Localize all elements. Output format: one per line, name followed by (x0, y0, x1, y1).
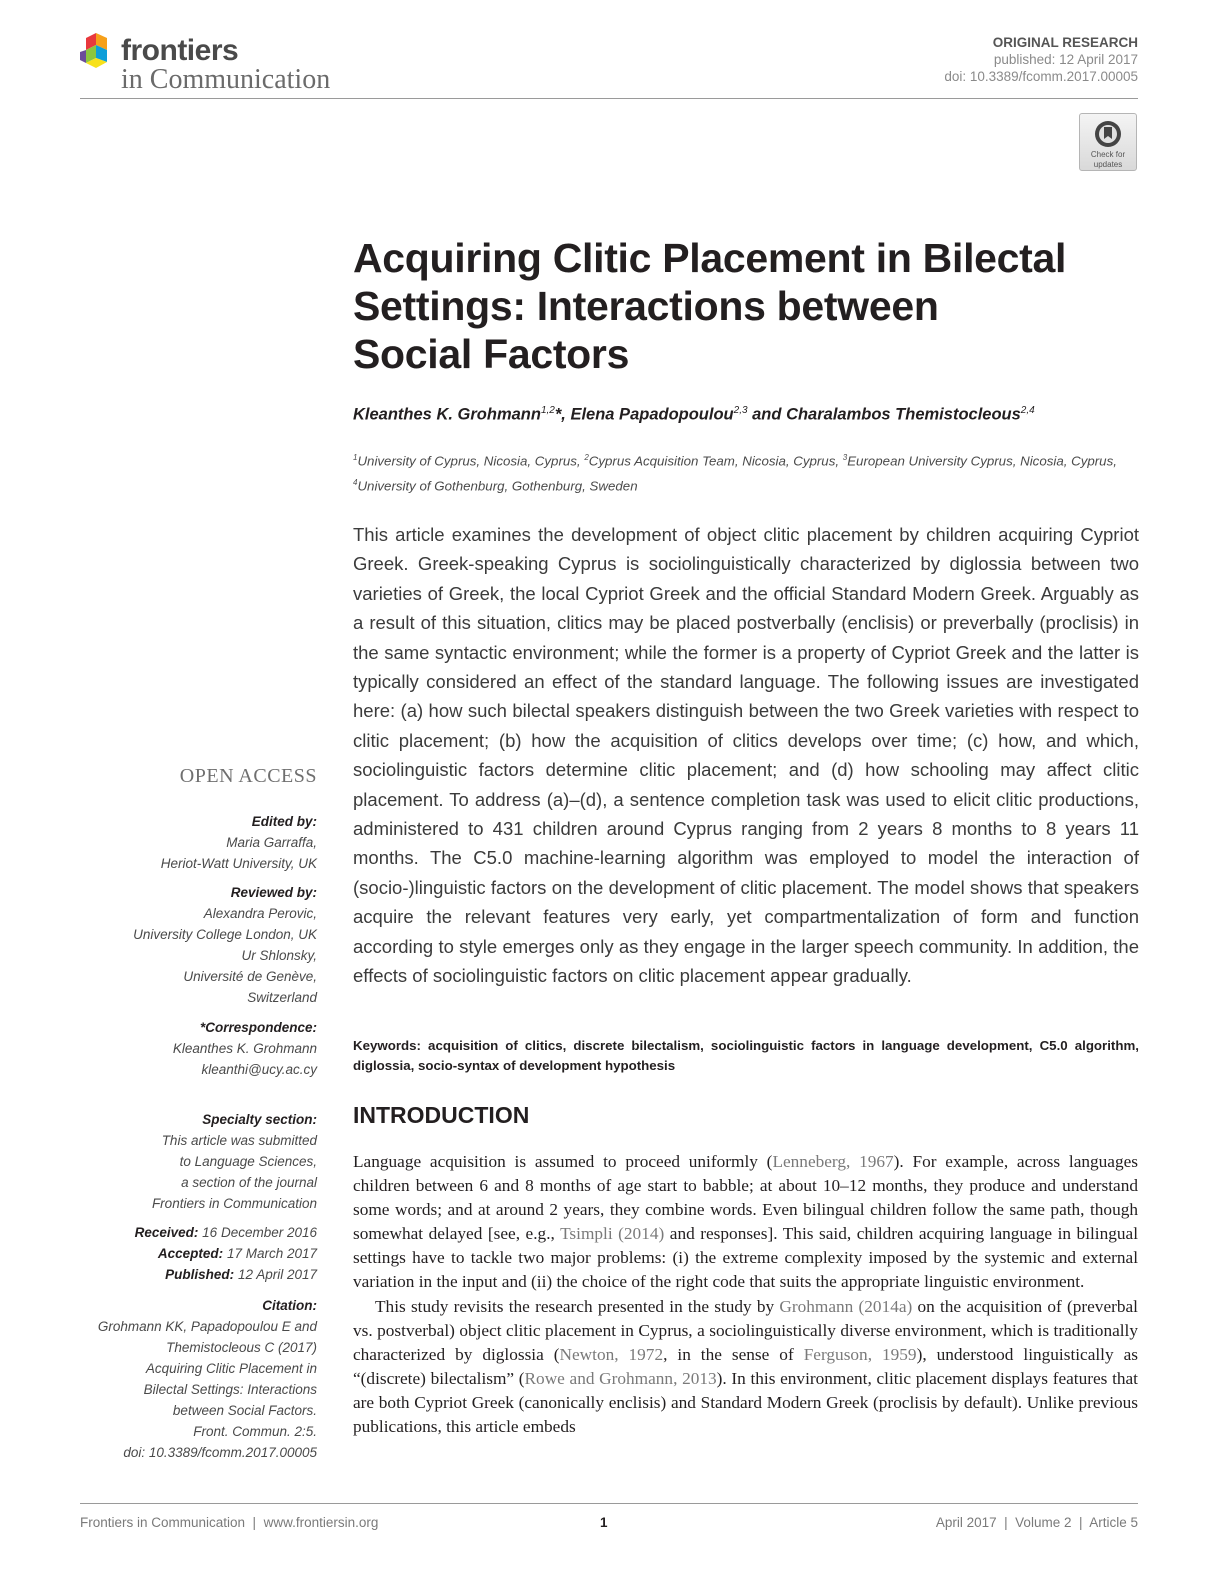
title-line: Social Factors (353, 331, 630, 377)
body-text: on the acquisition of (preverbal vs. postverbal) object clitic placement in Cyprus, a sociolinguistically diverse environment, which is traditionally characterized by diglossia ( (353, 1296, 1138, 1364)
affil-sup: 2 (584, 453, 589, 462)
side-line: Acquiring Clitic Placement in (145, 1361, 317, 1376)
citation-link[interactable]: Rowe and Grohmann, 2013 (524, 1368, 717, 1388)
correspondence-label: *Correspondence: (199, 1020, 317, 1035)
header-divider (80, 98, 1138, 99)
citation-link[interactable]: Grohmann (2014a) (779, 1296, 913, 1316)
side-line: Bilectal Settings: Interactions (143, 1382, 317, 1397)
keywords: Keywords: acquisition of clitics, discrete bilectalism, sociolinguistic factors in language development, C5.0 algorithm, diglossia, socio-syntax of development hypothesis (353, 1038, 1139, 1073)
citation-link[interactable]: Lenneberg, 1967 (772, 1152, 894, 1171)
accepted-line (135, 1243, 317, 1264)
author-sup: 2,4 (1020, 405, 1035, 416)
title-line: Acquiring Clitic Placement in Bilectal (353, 235, 1067, 281)
logo-brand: frontiers (121, 34, 239, 67)
side-line: Alexandra Perovic, (203, 906, 317, 921)
side-line: Grohmann KK, Papadopoulou E and (97, 1319, 317, 1334)
body-text: , in the sense of (663, 1344, 804, 1364)
open-access-label: OPEN ACCESS (179, 765, 317, 787)
bookmark-circle-icon (1093, 119, 1123, 149)
side-line: Heriot-Watt University, UK (160, 856, 317, 871)
body-text: ). In this environment, clitic placement displays features that are both Cypriot Greek (canonically enclisis) and Standard Modern Greek (proclisis by default). Unlike previous publications, this article embeds (353, 1368, 1138, 1437)
received-date: 16 December 2016 (202, 1225, 317, 1240)
author-sep: *, (554, 405, 571, 424)
specialty-block (57, 1109, 317, 1214)
author-sep: and (747, 405, 787, 424)
footer-issue: April 2017 | Volume 2 | Article 5 (935, 1515, 1138, 1530)
side-line: between Social Factors. (172, 1403, 317, 1418)
side-line: Frontiers in Communication (151, 1196, 317, 1211)
side-line: This article was submitted (161, 1133, 317, 1148)
citation-link[interactable]: Ferguson, 1959 (803, 1344, 917, 1364)
body-text: and responses]. This said, children acquiring language in bilingual settings have to tackle two major problems: (i) the extreme complexity imposed by the systemic and external variation in the input and (ii) the choice of the right code that suits the appropriate linguistic environment. (353, 1224, 1138, 1292)
affil-sup: 1 (353, 453, 358, 462)
author-name[interactable]: Kleanthes K. Grohmann (353, 405, 541, 424)
body-text: Language acquisition is assumed to proceed uniformly ( (353, 1152, 773, 1171)
citation-link[interactable]: Newton, 1972 (559, 1344, 664, 1364)
author-name[interactable]: Elena Papadopoulou (570, 405, 734, 424)
affil-text: University of Gothenburg, Gothenburg, Sweden (357, 478, 638, 494)
author-sup: 1,2 (540, 405, 555, 416)
edited-label: Edited by: (251, 814, 317, 829)
reviewed-by-block (57, 882, 317, 1008)
citation-doi[interactable]: doi: 10.3389/fcomm.2017.00005 (123, 1445, 317, 1460)
reviewed-label: Reviewed by: (230, 885, 317, 900)
accepted-label: Accepted: (157, 1246, 224, 1261)
paragraph (353, 1295, 1138, 1440)
citation-link[interactable]: Tsimpli (2014) (560, 1224, 665, 1244)
side-line: Ur Shlonsky, (241, 948, 317, 963)
side-line: University College London, UK (133, 927, 317, 942)
dates-block (135, 1222, 317, 1285)
side-line: Themistocleous C (2017) (166, 1340, 317, 1355)
affil-sup: 3 (842, 453, 848, 462)
side-line: Kleanthes K. Grohmann (172, 1041, 317, 1056)
body-text: ), understood linguistically as “(discrete) bilectalism” ( (353, 1344, 1138, 1388)
affil-sup: 4 (353, 478, 358, 488)
citation-label: Citation: (262, 1298, 317, 1313)
footer-divider (80, 1503, 1138, 1504)
footer-journal: Frontiers in Communication | www.frontiersin.org (80, 1515, 379, 1530)
article-type: ORIGINAL RESEARCH (992, 35, 1138, 50)
side-line: to Language Sciences, (179, 1154, 317, 1169)
section-heading-introduction: INTRODUCTION (353, 1102, 530, 1128)
page-number: 1 (600, 1515, 608, 1530)
author-list (353, 405, 1143, 425)
affiliations (353, 447, 1143, 498)
article-doi[interactable]: doi: 10.3389/fcomm.2017.00005 (944, 69, 1138, 84)
author-sup: 2,3 (733, 405, 748, 416)
edited-by-block (57, 811, 317, 874)
published-label: Published: (165, 1267, 235, 1282)
side-line: Front. Commun. 2:5. (193, 1424, 317, 1439)
title-line: Settings: Interactions between (353, 283, 939, 329)
body-text: ). For example, across languages children between 6 and 8 months of age start to babble; at about 10–12 months, they produce and understand some words; and at around 2 years, they combine words. Even bilingual children follow the same path, though somewhat delayed [see, e.g., (353, 1152, 1138, 1244)
body-text: This study revisits the research presented in the study by (375, 1296, 780, 1316)
article-title (353, 234, 1153, 378)
check-label-2: updates (1093, 160, 1123, 169)
check-for-updates-button[interactable] (1079, 113, 1137, 171)
received-line (135, 1222, 317, 1243)
affil-text: University of Cyprus, Nicosia, Cyprus, (357, 453, 585, 469)
side-line: Maria Garraffa, (226, 835, 317, 850)
side-line: Switzerland (247, 990, 317, 1005)
logo-journal: in Communication (121, 64, 331, 95)
paragraph (353, 1150, 1138, 1295)
affil-text: Cyprus Acquisition Team, Nicosia, Cyprus, (588, 453, 843, 469)
correspondence-email[interactable]: kleanthi@ucy.ac.cy (201, 1062, 317, 1077)
correspondence-block (57, 1017, 317, 1080)
published-line (135, 1264, 317, 1285)
check-label-1: Check for (1090, 150, 1126, 159)
published-side-date: 12 April 2017 (237, 1267, 317, 1282)
article-meta (944, 34, 1138, 85)
affil-text: European University Cyprus, Nicosia, Cyprus, (847, 453, 1117, 469)
side-line: Université de Genève, (183, 969, 317, 984)
introduction-body (353, 1150, 1138, 1439)
specialty-label: Specialty section: (202, 1112, 317, 1127)
citation-block (57, 1295, 317, 1463)
received-label: Received: (134, 1225, 199, 1240)
frontiers-logo-icon (80, 28, 120, 72)
author-name[interactable]: Charalambos Themistocleous (786, 405, 1021, 424)
accepted-date: 17 March 2017 (226, 1246, 317, 1261)
abstract: This article examines the development of object clitic placement by children acquiring Cypriot Greek. Greek-speaking Cyprus is sociolinguistically characterized by diglossia between two varieties of Greek, the local Cypriot Greek and the official Standard Modern Greek. Arguably as a result of this situation, clitics may be placed postverbally (enclisis) or preverbally (proclisis) in the same syntactic environment; while the former is a property of Cypriot Greek and the latter is typically considered an effect of the standard language. The following issues are investigated here: (a) how such bilectal speakers distinguish between the two Greek varieties with respect to clitic placement; (b) how the acquisition of clitics develops over time; (c) how, and which, sociolinguistic factors determine clitic placement; and (d) how schooling may affect clitic placement. To address (a)–(d), a sentence completion task was used to elicit clitic productions, administered to 431 children around Cyprus ranging from 2 years 8 months to 8 years 11 months. The C5.0 machine-learning algorithm was employed to model the interaction of (socio-)linguistic factors on the development of clitic placement. The model shows that speakers acquire the relevant features very early, yet compartmentalization of form and function according to style emerges only as they engage in the larger speech community. In addition, the effects of sociolinguistic factors on clitic placement appear gradually. (353, 524, 1139, 987)
published-date: published: 12 April 2017 (993, 52, 1138, 67)
side-line: a section of the journal (181, 1175, 317, 1190)
